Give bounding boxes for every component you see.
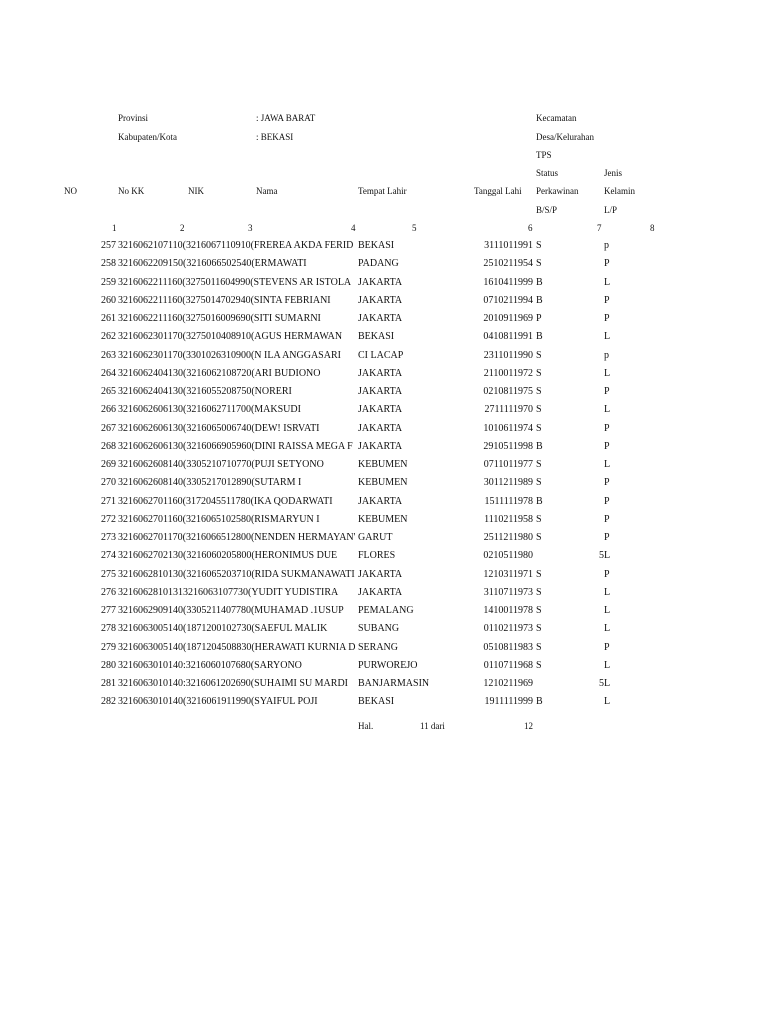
row-jenis-kelamin: P (604, 513, 610, 525)
row-kk-nik-nama: 3216062702130(3216060205800(HERONIMUS DUE (118, 550, 338, 562)
row-kk-nik-nama: 3216062701160(3172045511780(IKA QODARWATI (118, 495, 333, 507)
row-tempat-lahir: JAKARTA (358, 404, 403, 416)
row-jenis-kelamin: L (604, 404, 611, 416)
row-status-perkawinan: S (536, 659, 542, 671)
column-number: 6 (528, 223, 533, 233)
column-tanggal-lahir: Tanggal Lahi (474, 186, 522, 196)
table-row (0, 623, 768, 639)
row-kk-nik-nama: 3216063010140:3216060107680(SARYONO (118, 659, 302, 671)
row-number: 280 (101, 659, 116, 671)
table-row (0, 295, 768, 311)
row-status-perkawinan: B (536, 294, 543, 306)
table-row (0, 569, 768, 585)
table-row (0, 696, 768, 712)
row-number: 257 (101, 240, 116, 251)
provinsi-value: : JAWA BARAT (256, 113, 316, 123)
row-number: 281 (101, 678, 116, 689)
row-jenis-kelamin: L (604, 331, 611, 343)
row-tanggal-lahir: 1911111999 (484, 696, 533, 708)
column-jenis-line3: L/P (604, 205, 618, 215)
column-status-line1: Status (536, 168, 559, 178)
column-number: 5 (412, 223, 417, 233)
column-status-line3: B/S/P (536, 205, 558, 215)
column-number: 3 (248, 223, 253, 233)
footer-total: 12 (524, 721, 533, 731)
row-kk-nik-nama: 3216062209150(3216066502540(ERMAWATI (118, 258, 307, 270)
row-status-perkawinan: S (536, 568, 542, 580)
column-no-kk: No KK (118, 186, 145, 196)
row-tanggal-lahir: 3111011991 (484, 240, 533, 251)
table-row (0, 532, 768, 548)
table-row (0, 331, 768, 347)
column-jenis-line1: Jenis (604, 168, 622, 178)
row-status-perkawinan: S (536, 386, 542, 397)
row-tanggal-lahir: 0210511980 (483, 550, 533, 562)
row-kk-nik-nama: 3216063005140(1871204508830(HERAWATI KURNIA D (118, 641, 356, 653)
row-tempat-lahir: PEMALANG (358, 605, 414, 616)
row-jenis-kelamin: P (604, 294, 610, 306)
row-tempat-lahir: JAKARTA (358, 440, 403, 452)
row-tanggal-lahir: 2511211980 (483, 532, 533, 543)
row-tempat-lahir: JAKARTA (358, 422, 403, 434)
row-number: 269 (101, 459, 116, 470)
row-tanggal-lahir: 1210311971 (483, 568, 533, 580)
row-status-perkawinan: B (536, 331, 543, 343)
row-kk-nik-nama: 3216062211160(3275016009690(SITI SUMARNI (118, 313, 321, 324)
row-tempat-lahir: JAKARTA (358, 568, 403, 580)
row-tempat-lahir: JAKARTA (358, 294, 403, 306)
row-status-perkawinan: S (536, 586, 542, 598)
row-tanggal-lahir: 0110711968 (483, 659, 533, 671)
row-status-perkawinan: S (536, 349, 542, 361)
row-tempat-lahir: BEKASI (358, 240, 395, 251)
column-number: 8 (650, 223, 655, 233)
row-status-perkawinan: S (536, 367, 542, 379)
row-number: 260 (101, 294, 116, 306)
row-jenis-kelamin: L (604, 459, 611, 470)
kabupaten-value: : BEKASI (256, 132, 294, 142)
tps-label: TPS (536, 150, 552, 160)
row-jenis-kelamin: L (604, 696, 611, 708)
row-kk-nik-nama: 3216062301170(3301026310900(N ILA ANGGASARI (118, 349, 341, 361)
table-row (0, 459, 768, 475)
table-row (0, 350, 768, 366)
row-kk-nik-nama: 3216063005140(1871200102730(SAEFUL MALIK (118, 623, 328, 635)
row-jenis-kelamin: P (604, 313, 610, 324)
table-row (0, 477, 768, 493)
row-status-perkawinan: S (536, 605, 542, 616)
row-tanggal-lahir: 0210811975 (483, 386, 533, 397)
row-jenis-kelamin: L (604, 659, 611, 671)
row-kk-nik-nama: 3216062404130(3216055208750(NORERI (118, 386, 292, 397)
row-number: 258 (101, 258, 116, 270)
row-tanggal-lahir: 1210211969 (483, 678, 533, 689)
row-jenis-kelamin: L (604, 678, 611, 689)
row-status-perkawinan: B (536, 495, 543, 507)
table-row (0, 423, 768, 439)
row-jenis-kelamin: P (604, 258, 610, 270)
row-tanggal-lahir: 0711011977 (483, 459, 533, 470)
row-tempat-lahir: JAKARTA (358, 386, 403, 397)
row-jenis-kelamin: p (604, 240, 609, 251)
row-number: 276 (101, 586, 116, 598)
row-tanggal-lahir: 2010911969 (483, 313, 533, 324)
row-number: 265 (101, 386, 116, 397)
column-number: 4 (351, 223, 356, 233)
footer-hal-label: Hal. (358, 721, 374, 731)
row-kk-nik-nama: 3216062404130(3216062108720(ARI BUDIONO (118, 367, 321, 379)
provinsi-label: Provinsi (118, 113, 149, 123)
row-jenis-kelamin: P (604, 422, 610, 434)
row-number: 279 (101, 641, 116, 653)
row-number: 274 (101, 550, 116, 562)
table-row (0, 386, 768, 402)
row-tempat-lahir: JAKARTA (358, 276, 403, 288)
table-row (0, 514, 768, 530)
table-row (0, 368, 768, 384)
row-tempat-lahir: JAKARTA (358, 367, 403, 379)
row-jenis-kelamin: P (604, 495, 610, 507)
row-tempat-lahir: SUBANG (358, 623, 400, 635)
column-jenis-line2: Kelamin (604, 186, 635, 196)
row-status-perkawinan: B (536, 440, 543, 452)
row-kk-nik-nama: 3216063010140:3216061202690(SUHAIMI SU MARDI (118, 678, 349, 689)
row-tanggal-lahir: 2910511998 (483, 440, 533, 452)
row-tanggal-lahir: 0510811983 (483, 641, 533, 653)
table-row (0, 605, 768, 621)
row-tempat-lahir: BEKASI (358, 331, 395, 343)
row-kk-nik-nama: 3216062211160(3275011604990(STEVENS AR ISTOLA (118, 276, 352, 288)
row-tempat-lahir: FLORES (358, 550, 396, 562)
row-number: 273 (101, 532, 116, 543)
table-row (0, 258, 768, 274)
row-kk-nik-nama: 3216062301170(3275010408910(AGUS HERMAWAN (118, 331, 343, 343)
row-tanggal-lahir: 1511111978 (484, 495, 533, 507)
row-status-perkawinan: S (536, 623, 542, 635)
row-tempat-lahir: JAKARTA (358, 586, 403, 598)
row-tanggal-lahir: 1610411999 (483, 276, 533, 288)
table-row (0, 660, 768, 676)
row-jenis-kelamin: p (604, 349, 609, 361)
row-kk-nik-nama: 3216062608140(3305210710770(PUJI SETYONO (118, 459, 324, 470)
row-tanggal-lahir: 2711111970 (484, 404, 533, 416)
row-tanggal-lahir: 3110711973 (483, 586, 533, 598)
table-row (0, 404, 768, 420)
row-status-perkawinan: S (536, 404, 542, 416)
kabupaten-label: Kabupaten/Kota (118, 132, 177, 142)
row-kk-nik-nama: 3216062810130(3216065203710(RIDA SUKMANAWATI (118, 568, 355, 580)
table-row (0, 642, 768, 658)
row-jenis-kelamin: L (604, 623, 611, 635)
column-nama: Nama (256, 186, 278, 196)
row-kk-nik-nama: 3216062606130(3216065006740(DEW! ISRVATI (118, 422, 320, 434)
table-row (0, 587, 768, 603)
row-jenis-kelamin: L (604, 550, 611, 562)
table-row (0, 277, 768, 293)
row-jenis-kelamin: P (604, 477, 610, 489)
row-tempat-lahir: CI LACAP (358, 349, 404, 361)
row-number: 263 (101, 349, 116, 361)
row-kk-nik-nama: 3216062909140(3305211407780(MUHAMAD .1USUP (118, 605, 344, 616)
row-kk-nik-nama: 3216062606130(3216062711700(MAKSUDI (118, 404, 301, 416)
table-row (0, 240, 768, 256)
row-jenis-kelamin: L (604, 276, 611, 288)
row-tps: 5 (599, 678, 604, 689)
row-tanggal-lahir: 0410811991 (483, 331, 533, 343)
row-number: 270 (101, 477, 116, 489)
row-kk-nik-nama: 3216062701170(3216066512800(NENDEN HERMAYAN' (118, 532, 356, 543)
row-status-perkawinan: P (536, 313, 542, 324)
row-jenis-kelamin: L (604, 586, 611, 598)
row-tempat-lahir: SERANG (358, 641, 399, 653)
table-row (0, 550, 768, 566)
row-jenis-kelamin: P (604, 641, 610, 653)
row-status-perkawinan: S (536, 422, 542, 434)
row-jenis-kelamin: L (604, 367, 611, 379)
column-number: 2 (180, 223, 185, 233)
row-kk-nik-nama: 3216062608140(3305217012890(SUTARM I (118, 477, 302, 489)
row-tanggal-lahir: 1010611974 (483, 422, 533, 434)
row-status-perkawinan: S (536, 513, 542, 525)
row-tanggal-lahir: 1410011978 (483, 605, 533, 616)
row-tanggal-lahir: 2110011972 (483, 367, 533, 379)
row-kk-nik-nama: 3216062211160(3275014702940(SINTA FEBRIANI (118, 294, 331, 306)
row-number: 277 (101, 605, 116, 616)
desa-label: Desa/Kelurahan (536, 132, 594, 142)
row-tanggal-lahir: 0710211994 (483, 294, 533, 306)
row-tanggal-lahir: 2311011990 (483, 349, 533, 361)
row-number: 271 (101, 495, 116, 507)
row-tempat-lahir: KEBUMEN (358, 477, 408, 489)
row-tps: 5 (599, 550, 604, 562)
kecamatan-label: Kecamatan (536, 113, 577, 123)
row-number: 268 (101, 440, 116, 452)
row-tempat-lahir: BEKASI (358, 696, 395, 708)
row-tempat-lahir: PURWOREJO (358, 659, 418, 671)
column-tempat-lahir: Tempat Lahir (358, 186, 407, 196)
row-status-perkawinan: S (536, 240, 542, 251)
column-number: 1 (112, 223, 117, 233)
row-jenis-kelamin: L (604, 605, 611, 616)
row-status-perkawinan: S (536, 477, 542, 489)
row-tempat-lahir: JAKARTA (358, 313, 403, 324)
row-tempat-lahir: BANJARMASIN (358, 678, 430, 689)
column-no: NO (64, 186, 77, 196)
row-jenis-kelamin: P (604, 532, 610, 543)
row-number: 282 (101, 696, 116, 708)
row-number: 264 (101, 367, 116, 379)
row-number: 262 (101, 331, 116, 343)
row-kk-nik-nama: 3216062701160(3216065102580(RISMARYUN I (118, 513, 320, 525)
row-number: 266 (101, 404, 116, 416)
row-kk-nik-nama: 3216062107110(3216067110910(FREREA AKDA FERID (118, 240, 354, 251)
column-status-line2: Perkawinan (536, 186, 579, 196)
table-row (0, 678, 768, 694)
table-row (0, 496, 768, 512)
column-nik: NIK (188, 186, 204, 196)
table-row (0, 441, 768, 457)
row-tanggal-lahir: 2510211954 (483, 258, 533, 270)
row-tempat-lahir: JAKARTA (358, 495, 403, 507)
row-tempat-lahir: GARUT (358, 532, 393, 543)
row-kk-nik-nama: 32160628101313216063107730(YUDIT YUDISTIRA (118, 586, 339, 598)
row-jenis-kelamin: P (604, 568, 610, 580)
table-row (0, 313, 768, 329)
row-tanggal-lahir: 3011211989 (483, 477, 533, 489)
row-status-perkawinan: S (536, 459, 542, 470)
row-tempat-lahir: PADANG (358, 258, 399, 270)
row-status-perkawinan: S (536, 641, 542, 653)
row-kk-nik-nama: 3216062606130(3216066905960(DINI RAISSA MEGA F (118, 440, 353, 452)
column-number: 7 (597, 223, 602, 233)
row-status-perkawinan: B (536, 276, 543, 288)
row-tempat-lahir: KEBUMEN (358, 513, 408, 525)
row-kk-nik-nama: 3216063010140(3216061911990(SYAIFUL POJI (118, 696, 318, 708)
row-number: 272 (101, 513, 116, 525)
row-status-perkawinan: S (536, 258, 542, 270)
row-status-perkawinan: B (536, 696, 543, 708)
row-jenis-kelamin: P (604, 386, 610, 397)
row-tempat-lahir: KEBUMEN (358, 459, 408, 470)
footer-page: 11 dari (420, 721, 445, 731)
row-jenis-kelamin: P (604, 440, 610, 452)
row-number: 259 (101, 276, 116, 288)
row-status-perkawinan: S (536, 532, 542, 543)
row-tanggal-lahir: 1110211958 (484, 513, 533, 525)
row-number: 261 (101, 313, 116, 324)
row-tanggal-lahir: 0110211973 (483, 623, 533, 635)
row-number: 278 (101, 623, 116, 635)
row-number: 275 (101, 568, 116, 580)
row-number: 267 (101, 422, 116, 434)
